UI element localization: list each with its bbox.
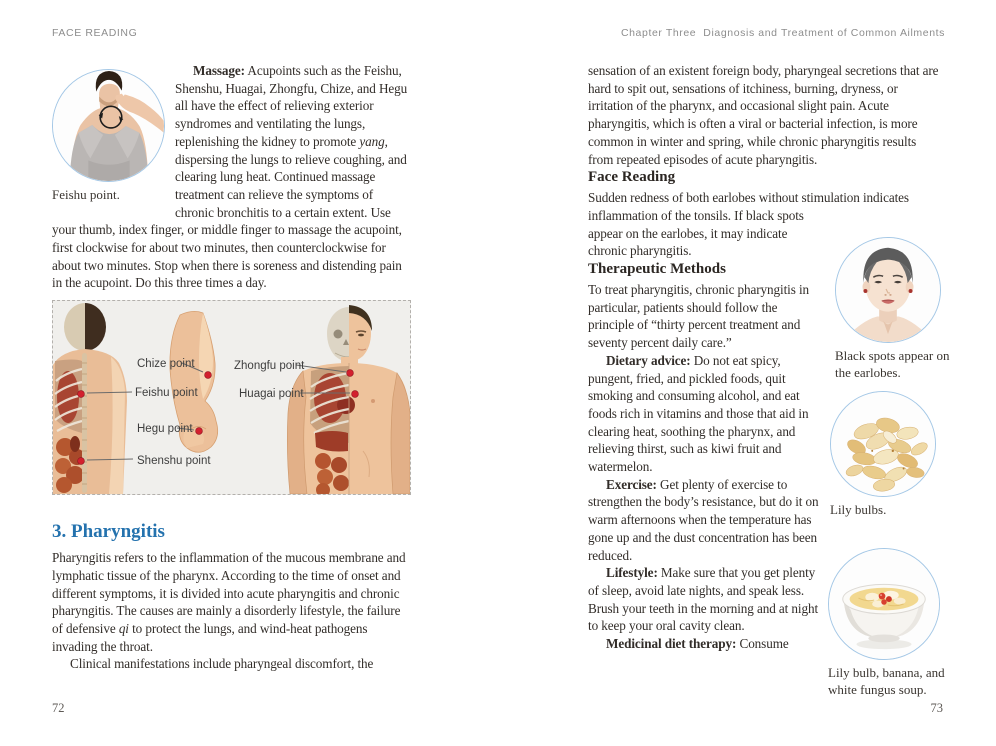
torso-figure	[287, 305, 410, 494]
massage-italic-yang: yang	[359, 133, 385, 149]
lifestyle-paragraph	[588, 564, 820, 635]
face-illustration	[836, 238, 940, 342]
left-running-head: FACE READING	[52, 27, 138, 39]
exercise-paragraph	[588, 476, 820, 565]
lily-bulbs-photo	[830, 391, 936, 497]
pharyngitis-section-heading: 3. Pharyngitis	[52, 521, 165, 543]
face-caption: Black spots appear on the earlobes.	[835, 348, 950, 380]
therapeutic-intro-paragraph: To treat pharyngitis, chronic pharyngitis in particular, patients should follow the principle of “thirty percent treatment and seventy percent daily care.”	[588, 282, 810, 351]
acupoint-diagram	[52, 300, 411, 495]
lifestyle-text: Make sure that you get plenty of sleep, avoid late nights, and speak less. Brush your teeth in the morning and at night to keep your oral cavity clean.	[588, 565, 819, 634]
lifestyle-label: Lifestyle:	[606, 565, 658, 581]
soup-figure	[828, 548, 956, 698]
pharyngitis-italic-qi: qi	[118, 620, 129, 636]
acupoint-diagram-illustration	[53, 301, 410, 494]
lily-bulbs-illustration	[831, 392, 935, 496]
soup-illustration	[829, 549, 939, 659]
diagram-label-zhongfu: Zhongfu point	[234, 360, 305, 373]
left-page-column	[52, 62, 410, 673]
shoulder-massage-photo	[52, 69, 165, 182]
face-reading-heading: Face Reading	[588, 169, 676, 186]
pharyngitis-text-2: to protect the lungs, and wind-heat pathogens invading the throat.	[52, 620, 368, 654]
medicinal-diet-paragraph	[588, 635, 820, 653]
earlobe-face-figure	[835, 237, 963, 381]
dietary-advice-paragraph	[588, 352, 820, 476]
face-reading-paragraph: inflammation of the tonsils. If black spots appear on the earlobes, it may indicate chronic pharyngitis.	[588, 207, 804, 259]
shoulder-massage-illustration	[53, 70, 164, 181]
massage-section	[52, 62, 410, 292]
diagram-label-huagai: Huagai point	[239, 388, 304, 401]
lily-bulbs-figure	[830, 391, 958, 519]
face-photo	[835, 237, 941, 343]
massage-label: Massage:	[193, 63, 245, 78]
exercise-text: Get plenty of exercise to strengthen the body’s resistance, but do it on warm afternoons when the temperature has gone up and the dust concentration has been reduced.	[588, 476, 819, 563]
diagram-label-hegu: Hegu point	[137, 423, 193, 436]
pharyngitis-text-1: Pharyngitis refers to the inflammation of the mucous membrane and lymphatic tissue of the pharynx. According to the time of onset and different symptoms, it is divided into acute pharyngitis and chronic pharyngitis. The causes are mainly a disorderly lifestyle, the failure of defensive	[52, 550, 406, 636]
massage-text-2: , dispersing the lungs to relieve coughing, and clearing lung heat. Continued massage treatment can relieve the symptoms of chronic bronchitis to a certain extent. Use your thumb, index finger, or middle finger to massage the acupoint, first clockwise for about two minutes, then counterclockwise for about two minutes. Stop when there is soreness and distending pain in the acupoint. Do this three times a day.	[52, 133, 407, 291]
diagram-label-chize: Chize point	[137, 358, 195, 371]
therapeutic-methods-heading: Therapeutic Methods	[588, 261, 726, 278]
face-reading-line1: Sudden redness of both earlobes without stimulation indicates	[588, 190, 909, 206]
soup-caption: Lily bulb, banana, and white fungus soup.	[828, 665, 945, 697]
clinical-manifestations-paragraph: Clinical manifestations include pharyngeal discomfort, the	[70, 656, 374, 672]
diagram-label-shenshu: Shenshu point	[137, 455, 211, 468]
dietary-advice-text: Do not eat spicy, pungent, fried, and pickled foods, quit smoking and consuming alcohol, and eat foods rich in vitamins and those that aid in clearing heat, soothing the pharynx, and relieving thirst, such as kiwi fruit and watermelon.	[588, 352, 809, 475]
feishu-photo-figure	[52, 62, 175, 204]
massage-text-1: Acupoints such as the Feishu, Shenshu, Huagai, Zhongfu, Chize, and Hegu all have the effect of relieving exterior syndromes and ventilating the lungs, replenishing the kidney to promote	[175, 63, 408, 149]
left-page-number: 72	[52, 701, 65, 715]
lily-bulbs-caption: Lily bulbs.	[830, 502, 887, 517]
back-figure	[53, 303, 127, 494]
exercise-label: Exercise:	[606, 476, 657, 492]
feishu-photo-caption: Feishu point.	[52, 187, 120, 202]
diagram-label-feishu: Feishu point	[135, 387, 198, 400]
medicinal-diet-text: Consume	[736, 636, 789, 652]
intro-paragraph: sensation of an existent foreign body, pharyngeal secretions that are hard to spit out, sensations of itchiness, burning, dryness, or irritation of the pharynx, and occasional slight pain. Acute pharyngitis, which is often a viral or bacterial infection, is more common in winter and spring, while chronic pharyngitis results from repeated episodes of acute pharyngitis.	[588, 63, 939, 167]
pharyngitis-paragraph	[52, 549, 410, 655]
right-page-number: 73	[930, 701, 943, 715]
medicinal-diet-label: Medicinal diet therapy:	[606, 636, 737, 652]
dietary-advice-label: Dietary advice:	[606, 352, 691, 368]
right-running-head: Chapter Three Diagnosis and Treatment of Common Ailments	[620, 27, 945, 39]
soup-photo	[828, 548, 940, 660]
